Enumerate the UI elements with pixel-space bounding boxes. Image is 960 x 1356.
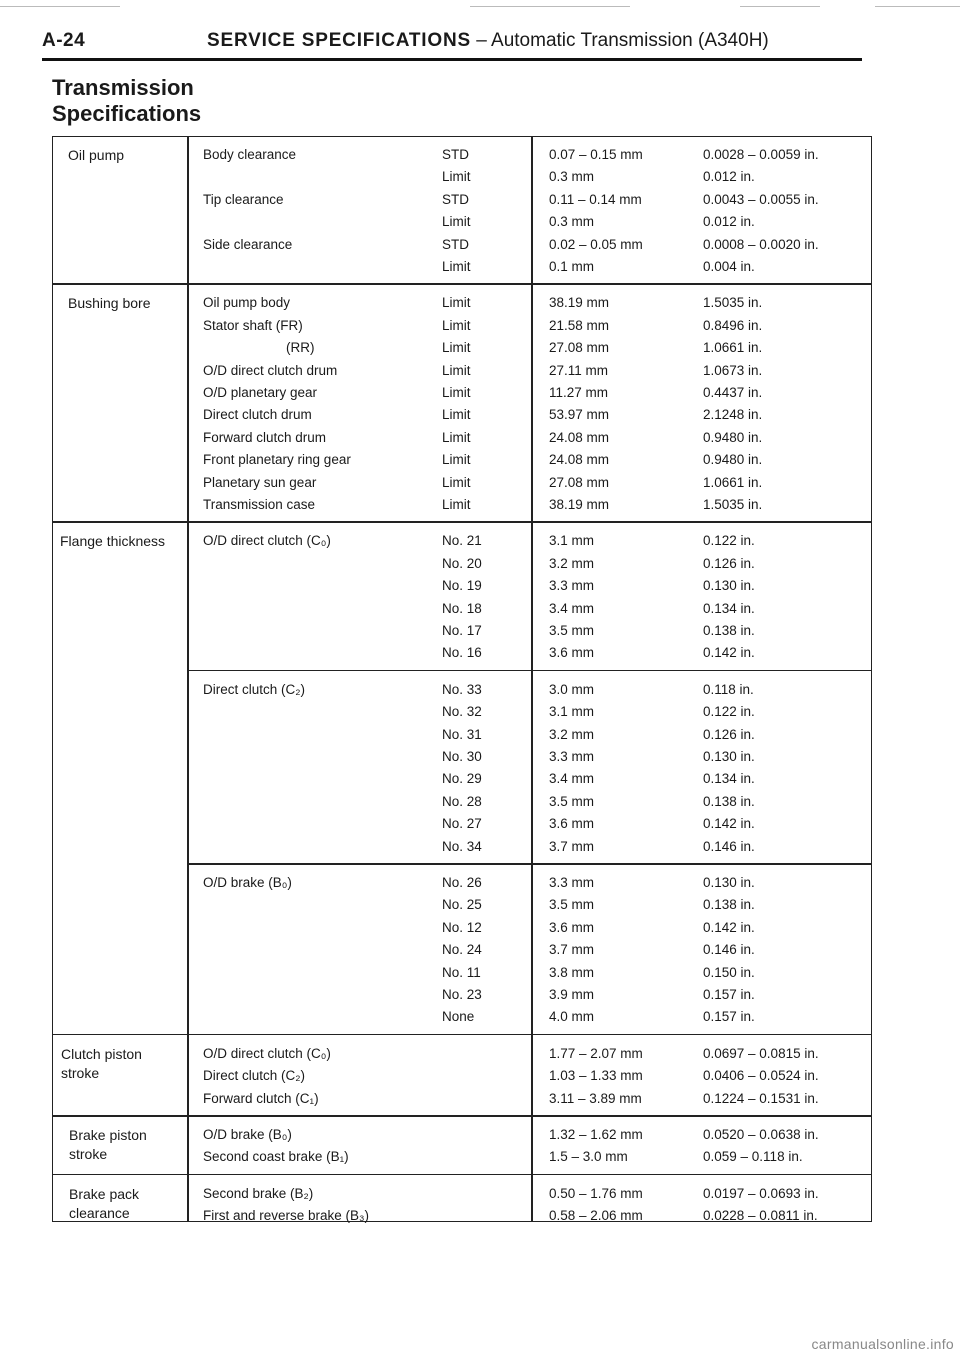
spec-type: No. 16 <box>442 645 482 661</box>
spec-type: STD <box>442 147 469 162</box>
spec-metric-value: 1.77 – 2.07 mm <box>549 1045 643 1061</box>
spec-metric-value: 3.4 mm <box>549 600 595 616</box>
spec-imperial-value: 0.138 in. <box>703 897 755 913</box>
category-label: clearance <box>69 1204 130 1221</box>
section-title-line2: Specifications <box>52 101 202 126</box>
spec-imperial-value: 0.122 in. <box>703 704 755 720</box>
spec-item: Direct clutch (C₂) <box>203 681 306 697</box>
spec-imperial-value: 0.130 in. <box>703 749 755 764</box>
spec-type: No. 30 <box>442 749 482 764</box>
spec-type: No. 25 <box>442 897 482 913</box>
spec-metric-value: 0.3 mm <box>549 169 595 185</box>
spec-item: (RR) <box>286 340 315 356</box>
header-title-sub: – Automatic Transmission (A340H) <box>470 30 769 51</box>
spec-metric-value: 38.19 mm <box>549 295 610 311</box>
spec-imperial-value: 1.0661 in. <box>703 474 763 490</box>
spec-imperial-value: 0.0008 – 0.0020 in. <box>703 236 819 252</box>
spec-item: O/D brake (B₀) <box>203 875 292 890</box>
spec-item: Tip clearance <box>203 191 284 207</box>
spec-metric-value: 1.32 – 1.62 mm <box>549 1127 643 1142</box>
spec-imperial-value: 0.0197 – 0.0693 in. <box>703 1185 819 1201</box>
spec-metric-value: 3.3 mm <box>549 749 595 764</box>
spec-type: Limit <box>442 214 471 230</box>
spec-item: Forward clutch drum <box>203 429 327 445</box>
spec-type: No. 19 <box>442 578 482 594</box>
page-header <box>42 30 862 60</box>
spec-type: Limit <box>442 295 471 311</box>
spec-imperial-value: 0.134 in. <box>703 600 755 616</box>
spec-metric-value: 3.5 mm <box>549 897 595 913</box>
spec-item: First and reverse brake (B₃) <box>203 1208 370 1224</box>
spec-item: Forward clutch (C₁) <box>203 1090 319 1106</box>
spec-metric-value: 3.7 mm <box>549 942 595 958</box>
spec-metric-value: 0.50 – 1.76 mm <box>549 1185 643 1201</box>
spec-imperial-value: 0.130 in. <box>703 875 755 890</box>
spec-imperial-value: 0.138 in. <box>703 623 755 638</box>
spec-metric-value: 21.58 mm <box>549 317 610 333</box>
spec-imperial-value: 0.0406 – 0.0524 in. <box>703 1068 819 1084</box>
spec-metric-value: 0.02 – 0.05 mm <box>549 236 643 252</box>
category-label: Brake pack <box>69 1185 140 1202</box>
scan-line <box>470 6 630 7</box>
spec-imperial-value: 1.5035 in. <box>703 497 763 512</box>
spec-imperial-value: 0.126 in. <box>703 726 755 742</box>
column-divider <box>187 136 189 1222</box>
spec-imperial-value: 0.012 in. <box>703 169 755 185</box>
spec-imperial-value: 0.142 in. <box>703 816 755 832</box>
spec-imperial-value: 0.8496 in. <box>703 317 763 333</box>
spec-metric-value: 27.11 mm <box>549 362 609 378</box>
spec-type: Limit <box>442 429 471 445</box>
spec-item: Direct clutch (C₂) <box>203 1068 306 1084</box>
spec-imperial-value: 0.126 in. <box>703 555 755 571</box>
spec-imperial-value: 0.157 in. <box>703 1009 755 1025</box>
spec-item: Transmission case <box>203 497 316 512</box>
header-title-main: SERVICE SPECIFICATIONS <box>207 30 471 51</box>
spec-imperial-value: 0.142 in. <box>703 919 755 935</box>
spec-item: Front planetary ring gear <box>203 452 351 468</box>
spec-metric-value: 0.07 – 0.15 mm <box>549 147 643 162</box>
spec-imperial-value: 2.1248 in. <box>703 407 763 423</box>
scan-line <box>740 6 820 7</box>
spec-metric-value: 3.6 mm <box>549 816 595 832</box>
spec-type: Limit <box>442 385 471 400</box>
spec-metric-value: 27.08 mm <box>549 340 610 356</box>
spec-type: Limit <box>442 407 471 423</box>
spec-metric-value: 3.2 mm <box>549 555 595 571</box>
group-divider <box>53 1034 872 1036</box>
spec-item: Second coast brake (B₁) <box>203 1149 349 1165</box>
spec-type: No. 33 <box>442 681 482 697</box>
spec-type: No. 34 <box>442 838 482 854</box>
category-label: Oil pump <box>68 147 125 163</box>
section-title-line1: Transmission <box>52 75 194 100</box>
spec-item: Direct clutch drum <box>203 407 312 423</box>
spec-metric-value: 3.7 mm <box>549 838 595 854</box>
spec-type: Limit <box>442 317 471 333</box>
category-label: Brake piston <box>69 1127 147 1143</box>
category-label: Clutch piston <box>61 1045 142 1062</box>
spec-type: No. 29 <box>442 771 482 787</box>
group-divider <box>53 521 872 523</box>
spec-item: O/D direct clutch (C₀) <box>203 1045 331 1061</box>
category-label: Flange thickness <box>60 533 166 550</box>
spec-type: No. 18 <box>442 600 482 616</box>
spec-type: No. 27 <box>442 816 482 832</box>
spec-metric-value: 3.3 mm <box>549 578 595 594</box>
spec-metric-value: 3.1 mm <box>549 704 595 720</box>
group-divider <box>53 1174 872 1176</box>
spec-type: No. 17 <box>442 623 482 638</box>
watermark: carmanualsonline.info <box>811 1336 954 1352</box>
spec-imperial-value: 0.0697 – 0.0815 in. <box>703 1045 819 1061</box>
spec-type: Limit <box>442 340 471 356</box>
spec-imperial-value: 0.142 in. <box>703 645 755 661</box>
category-label: stroke <box>61 1064 100 1081</box>
spec-type: Limit <box>442 474 471 490</box>
header-title <box>207 30 769 52</box>
spec-type: No. 32 <box>442 704 482 720</box>
spec-imperial-value: 0.130 in. <box>703 578 755 594</box>
spec-metric-value: 24.08 mm <box>549 452 610 468</box>
spec-metric-value: 3.11 – 3.89 mm <box>549 1090 642 1106</box>
spec-imperial-value: 0.4437 in. <box>703 385 763 400</box>
spec-type: No. 31 <box>442 726 482 742</box>
section-title <box>52 75 201 127</box>
scan-line <box>0 6 120 7</box>
spec-type: No. 20 <box>442 555 482 571</box>
spec-metric-value: 0.58 – 2.06 mm <box>549 1208 643 1224</box>
spec-item: O/D planetary gear <box>203 385 318 400</box>
spec-metric-value: 24.08 mm <box>549 429 610 445</box>
spec-metric-value: 11.27 mm <box>549 385 609 400</box>
category-label: stroke <box>69 1146 108 1162</box>
header-rule <box>42 58 862 61</box>
row-divider <box>188 670 872 672</box>
row-divider <box>188 863 872 865</box>
spec-imperial-value: 0.122 in. <box>703 533 755 549</box>
spec-type: No. 24 <box>442 942 482 958</box>
spec-metric-value: 3.6 mm <box>549 645 595 661</box>
spec-metric-value: 1.03 – 1.33 mm <box>549 1068 643 1084</box>
spec-imperial-value: 0.0043 – 0.0055 in. <box>703 191 819 207</box>
spec-imperial-value: 0.118 in. <box>703 681 754 697</box>
spec-imperial-value: 0.004 in. <box>703 259 755 274</box>
spec-imperial-value: 0.150 in. <box>703 964 755 980</box>
spec-imperial-value: 0.138 in. <box>703 793 755 809</box>
spec-item: Oil pump body <box>203 295 291 311</box>
spec-item: O/D direct clutch (C₀) <box>203 533 331 549</box>
spec-metric-value: 3.1 mm <box>549 533 595 549</box>
spec-metric-value: 3.5 mm <box>549 623 595 638</box>
spec-metric-value: 0.1 mm <box>549 259 595 274</box>
spec-type: No. 23 <box>442 987 482 1002</box>
spec-imperial-value: 1.0661 in. <box>703 340 763 356</box>
spec-metric-value: 0.11 – 0.14 mm <box>549 191 642 207</box>
spec-metric-value: 3.6 mm <box>549 919 595 935</box>
spec-imperial-value: 0.012 in. <box>703 214 755 230</box>
spec-metric-value: 3.8 mm <box>549 964 595 980</box>
spec-type: No. 28 <box>442 793 482 809</box>
spec-metric-value: 3.2 mm <box>549 726 595 742</box>
spec-imperial-value: 0.0228 – 0.0811 in. <box>703 1208 818 1224</box>
spec-imperial-value: 0.146 in. <box>703 942 755 958</box>
spec-metric-value: 3.4 mm <box>549 771 595 787</box>
spec-type: No. 12 <box>442 919 482 935</box>
spec-type: STD <box>442 236 469 252</box>
spec-type: Limit <box>442 362 471 378</box>
spec-type: Limit <box>442 497 471 512</box>
spec-imperial-value: 0.0028 – 0.0059 in. <box>703 147 819 162</box>
spec-type: Limit <box>442 259 471 274</box>
spec-type: No. 26 <box>442 875 482 890</box>
spec-imperial-value: 0.9480 in. <box>703 452 763 468</box>
spec-type: Limit <box>442 169 471 185</box>
spec-type: No. 11 <box>442 964 481 980</box>
spec-metric-value: 0.3 mm <box>549 214 595 230</box>
spec-metric-value: 27.08 mm <box>549 474 610 490</box>
spec-imperial-value: 0.1224 – 0.1531 in. <box>703 1090 819 1106</box>
spec-metric-value: 38.19 mm <box>549 497 610 512</box>
spec-type: Limit <box>442 452 471 468</box>
spec-item: Planetary sun gear <box>203 474 317 490</box>
page-number: A-24 <box>42 30 86 51</box>
spec-item: Body clearance <box>203 147 297 162</box>
spec-metric-value: 53.97 mm <box>549 407 610 423</box>
spec-imperial-value: 0.059 – 0.118 in. <box>703 1149 803 1165</box>
scan-line <box>875 6 960 7</box>
spec-metric-value: 3.5 mm <box>549 793 595 809</box>
spec-metric-value: 3.9 mm <box>549 987 595 1002</box>
spec-metric-value: 3.3 mm <box>549 875 595 890</box>
spec-item: Side clearance <box>203 236 293 252</box>
spec-imperial-value: 1.5035 in. <box>703 295 763 311</box>
spec-imperial-value: 0.157 in. <box>703 987 755 1002</box>
group-divider <box>53 1115 872 1117</box>
spec-imperial-value: 0.0520 – 0.0638 in. <box>703 1127 819 1142</box>
spec-imperial-value: 0.146 in. <box>703 838 755 854</box>
spec-type: STD <box>442 191 469 207</box>
spec-item: O/D brake (B₀) <box>203 1127 292 1142</box>
column-divider <box>531 136 533 1222</box>
spec-imperial-value: 0.134 in. <box>703 771 755 787</box>
spec-imperial-value: 1.0673 in. <box>703 362 763 378</box>
spec-metric-value: 1.5 – 3.0 mm <box>549 1149 628 1165</box>
spec-type: No. 21 <box>442 533 482 549</box>
spec-item: Stator shaft (FR) <box>203 317 303 333</box>
spec-type: None <box>442 1009 475 1025</box>
spec-item: O/D direct clutch drum <box>203 362 338 378</box>
group-divider <box>53 283 872 285</box>
spec-imperial-value: 0.9480 in. <box>703 429 763 445</box>
spec-item: Second brake (B₂) <box>203 1185 314 1201</box>
spec-metric-value: 4.0 mm <box>549 1009 595 1025</box>
spec-metric-value: 3.0 mm <box>549 681 595 697</box>
category-label: Bushing bore <box>68 295 151 312</box>
